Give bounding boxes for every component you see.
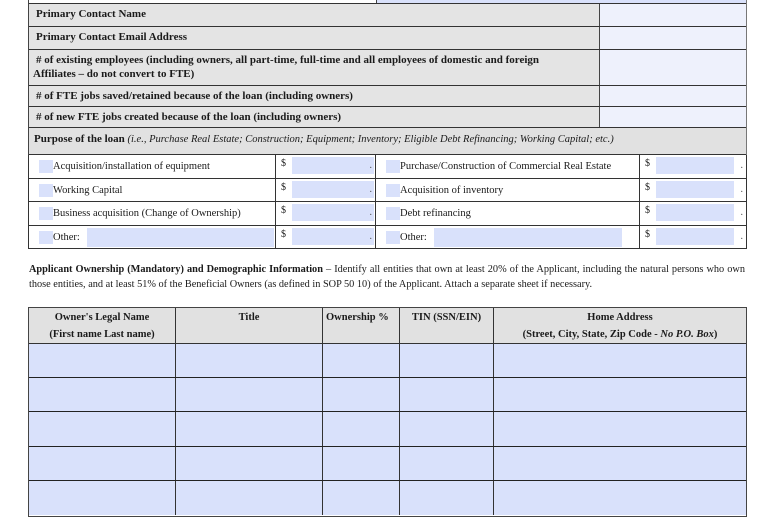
owner-tin-field[interactable] <box>400 344 494 377</box>
owner-tin-field[interactable] <box>400 481 494 515</box>
dollar-sign: $ <box>281 205 286 216</box>
purpose-label-working-capital: Working Capital <box>53 184 123 196</box>
primary-contact-name-row <box>29 4 746 27</box>
fte-new-row <box>29 107 746 128</box>
checkbox-inventory[interactable] <box>386 184 400 197</box>
checkbox-other-left[interactable] <box>39 231 53 244</box>
ownership-description: – Identify all entities that own at least 20% of the Applicant, including the natural persons who own those entities, and at least 51% of the Beneficial Owners (as defined in SOP 50 10) of the Applicant. Attach a separate sheet if necessary. <box>29 264 745 290</box>
fte-new-field[interactable] <box>600 107 746 127</box>
owner-row <box>29 378 746 412</box>
owner-name-field[interactable] <box>29 378 176 411</box>
owner-title-field[interactable] <box>176 481 323 515</box>
dollar-sign: $ <box>645 158 650 169</box>
owner-address-field[interactable] <box>494 378 746 411</box>
ownership-table <box>28 307 747 517</box>
decimal-mark: . <box>740 207 743 218</box>
dollar-sign: $ <box>281 158 286 169</box>
column-header-tin: TIN (SSN/EIN) <box>400 308 494 343</box>
owner-title-field[interactable] <box>176 378 323 411</box>
other-description-field-right[interactable] <box>434 228 622 248</box>
ownership-heading: Applicant Ownership (Mandatory) and Demographic Information <box>29 264 323 275</box>
loan-purpose-hint: (i.e., Purchase Real Estate; Construction; Equipment; Inventory; Eligible Debt Refinancing; Working Capital; etc.) <box>127 134 614 145</box>
owner-percent-field[interactable] <box>323 378 400 411</box>
purpose-label-business-acquisition: Business acquisition (Change of Ownership) <box>53 208 241 219</box>
loan-purpose-header <box>29 128 746 155</box>
fte-saved-label: # of FTE jobs saved/retained because of the loan (including owners) <box>29 86 600 106</box>
primary-contact-email-label: Primary Contact Email Address <box>29 27 600 49</box>
column-header-title: Title <box>176 308 323 343</box>
checkbox-real-estate[interactable] <box>386 160 400 173</box>
fte-saved-field[interactable] <box>600 86 746 106</box>
owner-address-field[interactable] <box>494 447 746 480</box>
contact-info-table <box>28 0 747 155</box>
column-header-owner-name: Owner's Legal Name (First name Last name) <box>29 308 176 343</box>
checkbox-other-right[interactable] <box>386 231 400 244</box>
checkbox-working-capital[interactable] <box>39 184 53 197</box>
fte-new-label: # of new FTE jobs created because of the loan (including owners) <box>29 107 600 127</box>
owner-name-field[interactable] <box>29 412 176 445</box>
amount-field-real-estate[interactable] <box>656 157 734 174</box>
owner-tin-field[interactable] <box>400 412 494 445</box>
amount-field-debt-refinancing[interactable] <box>656 204 734 221</box>
ownership-table-header <box>29 308 746 344</box>
amount-field-other-right[interactable] <box>656 228 734 245</box>
other-description-field-left[interactable] <box>87 228 274 248</box>
owner-name-field[interactable] <box>29 344 176 377</box>
loan-purpose-row <box>29 179 746 203</box>
decimal-mark: . <box>369 230 372 242</box>
column-header-home-address: Home Address (Street, City, State, Zip Code - No P.O. Box) <box>522 312 718 340</box>
checkbox-debt-refinancing[interactable] <box>386 207 400 220</box>
owner-title-field[interactable] <box>176 344 323 377</box>
owner-title-field[interactable] <box>176 447 323 480</box>
purpose-label-other-left: Other: <box>53 231 80 243</box>
amount-field-working-capital[interactable] <box>292 181 374 198</box>
owner-row <box>29 344 746 378</box>
owner-title-field[interactable] <box>176 412 323 445</box>
dollar-sign: $ <box>645 228 650 240</box>
existing-employees-row <box>29 50 746 86</box>
owner-percent-field[interactable] <box>323 344 400 377</box>
loan-purpose-title: Purpose of the loan <box>34 133 125 145</box>
checkbox-business-acquisition[interactable] <box>39 207 53 220</box>
existing-employees-field[interactable] <box>600 50 746 85</box>
purpose-label-debt-refinancing: Debt refinancing <box>400 208 471 219</box>
decimal-mark: . <box>369 183 372 195</box>
primary-contact-name-label: Primary Contact Name <box>29 4 600 26</box>
decimal-mark: . <box>369 160 372 171</box>
amount-field-inventory[interactable] <box>656 181 734 198</box>
existing-employees-label: # of existing employees (including owners, all part-time, full-time and all employees of domestic and foreign Affiliates – do not convert to FTE) <box>29 50 600 85</box>
owner-address-field[interactable] <box>494 412 746 445</box>
purpose-label-other-right: Other: <box>400 231 427 243</box>
owner-address-field[interactable] <box>494 344 746 377</box>
owner-percent-field[interactable] <box>323 481 400 515</box>
primary-contact-email-row <box>29 27 746 50</box>
owner-row <box>29 481 746 515</box>
decimal-mark: . <box>740 160 743 171</box>
primary-contact-name-field[interactable] <box>600 4 746 26</box>
primary-contact-email-field[interactable] <box>600 27 746 49</box>
loan-purpose-row <box>29 155 746 179</box>
dollar-sign: $ <box>281 228 286 240</box>
owner-percent-field[interactable] <box>323 412 400 445</box>
amount-field-equipment[interactable] <box>292 157 374 174</box>
ownership-instructions <box>29 263 745 292</box>
loan-purpose-row <box>29 226 746 250</box>
amount-field-business-acquisition[interactable] <box>292 204 374 221</box>
column-header-ownership-percent: Ownership % <box>323 308 400 343</box>
loan-purpose-grid <box>28 155 747 249</box>
dollar-sign: $ <box>281 181 286 193</box>
owner-tin-field[interactable] <box>400 447 494 480</box>
decimal-mark: . <box>369 207 372 218</box>
owner-name-field[interactable] <box>29 447 176 480</box>
owner-row <box>29 447 746 481</box>
dollar-sign: $ <box>645 181 650 193</box>
decimal-mark: . <box>740 183 743 195</box>
fte-saved-row <box>29 86 746 107</box>
purpose-label-inventory: Acquisition of inventory <box>400 184 504 196</box>
owner-row <box>29 412 746 446</box>
amount-field-other-left[interactable] <box>292 228 374 245</box>
purpose-label-real-estate: Purchase/Construction of Commercial Real Estate <box>400 161 612 172</box>
previous-row-field[interactable] <box>377 0 746 3</box>
owner-address-field[interactable] <box>494 481 746 515</box>
loan-purpose-row <box>29 202 746 226</box>
decimal-mark: . <box>740 230 743 242</box>
owner-percent-field[interactable] <box>323 447 400 480</box>
owner-tin-field[interactable] <box>400 378 494 411</box>
checkbox-equipment[interactable] <box>39 160 53 173</box>
owner-name-field[interactable] <box>29 481 176 515</box>
dollar-sign: $ <box>645 205 650 216</box>
purpose-label-equipment: Acquisition/installation of equipment <box>53 161 210 172</box>
